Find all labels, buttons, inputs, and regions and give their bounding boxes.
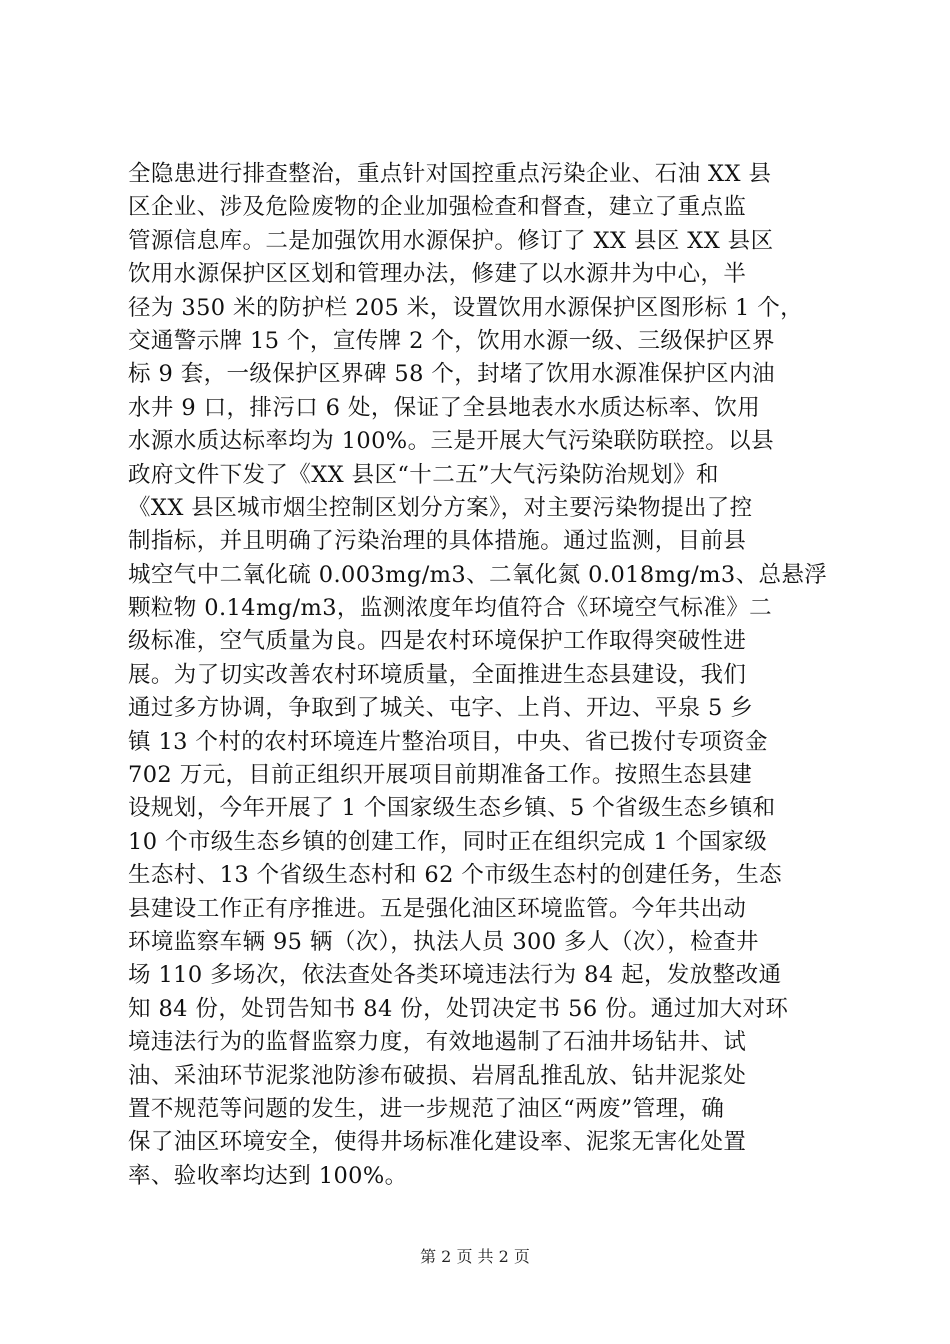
- text-line: 交通警示牌 15 个，宣传牌 2 个，饮用水源一级、三级保护区界: [128, 327, 775, 354]
- text-line: 县建设工作正有序推进。五是强化油区环境监管。今年共出动: [128, 895, 747, 922]
- text-line: 率、验收率均达到 100%。: [128, 1162, 408, 1189]
- text-line: 境违法行为的监督监察力度，有效地遏制了石油井场钻井、试: [128, 1029, 747, 1056]
- text-line: 标 9 套，一级保护区界碑 58 个，封堵了饮用水源准保护区内油: [128, 361, 775, 388]
- text-line: 水源水质达标率均为 100%。三是开展大气污染联防联控。以县: [128, 428, 774, 455]
- text-line: 知 84 份，处罚告知书 84 份，处罚决定书 56 份。通过加大对环: [128, 995, 789, 1022]
- page-number-label: 第 2 页 共 2 页: [420, 1247, 530, 1266]
- text-line: 置不规范等问题的发生，进一步规范了油区“两废”管理，确: [128, 1095, 725, 1122]
- text-line: 径为 350 米的防护栏 205 米，设置饮用水源保护区图形标 1 个，: [128, 294, 804, 321]
- text-line: 通过多方协调，争取到了城关、屯字、上肖、开边、平泉 5 乡: [128, 695, 754, 722]
- text-line: 水井 9 口，排污口 6 处，保证了全县地表水水质达标率、饮用: [128, 394, 761, 421]
- text-line: 保了油区环境安全，使得井场标准化建设率、泥浆无害化处置: [128, 1129, 747, 1156]
- text-line: 设规划，今年开展了 1 个国家级生态乡镇、5 个省级生态乡镇和: [128, 795, 776, 822]
- text-line: 油、采油环节泥浆池防渗布破损、岩屑乱推乱放、钻井泥浆处: [128, 1062, 747, 1089]
- page-footer: [0, 1244, 950, 1267]
- text-line: 场 110 多场次，依法查处各类环境违法行为 84 起，发放整改通: [128, 962, 782, 989]
- text-line: 《XX 县区城市烟尘控制区划分方案》，对主要污染物提出了控: [128, 494, 753, 521]
- text-line: 城空气中二氧化硫 0.003mg/m3、二氧化氮 0.018mg/m3、总悬浮: [128, 561, 828, 588]
- text-line: 政府文件下发了《XX 县区“十二五”大气污染防治规划》和: [128, 461, 719, 488]
- text-line: 环境监察车辆 95 辆（次），执法人员 300 多人（次），检查井: [128, 928, 759, 955]
- text-line: 702 万元，目前正组织开展项目前期准备工作。按照生态县建: [128, 762, 753, 789]
- text-line: 10 个市级生态乡镇的创建工作，同时正在组织完成 1 个国家级: [128, 828, 768, 855]
- text-line: 制指标，并且明确了污染治理的具体措施。通过监测，目前县: [128, 528, 747, 555]
- text-line: 管源信息库。二是加强饮用水源保护。修订了 XX 县区 XX 县区: [128, 227, 774, 254]
- text-line: 镇 13 个村的农村环境连片整治项目，中央、省已拨付专项资金: [128, 728, 768, 755]
- text-line: 生态村、13 个省级生态村和 62 个市级生态村的创建任务，生态: [128, 862, 783, 889]
- text-line: 饮用水源保护区区划和管理办法，修建了以水源井为中心，半: [128, 261, 747, 288]
- text-line: 级标准，空气质量为良。四是农村环境保护工作取得突破性进: [128, 628, 747, 655]
- text-line: 区企业、涉及危险废物的企业加强检查和督查，建立了重点监: [128, 194, 747, 221]
- text-line: 展。为了切实改善农村环境质量，全面推进生态县建设，我们: [128, 661, 747, 688]
- text-line: 颗粒物 0.14mg/m3，监测浓度年均值符合《环境空气标准》二: [128, 595, 773, 622]
- text-line: 全隐患进行排查整治，重点针对国控重点污染企业、石油 XX 县: [128, 161, 772, 187]
- body-paragraph: [128, 158, 828, 1193]
